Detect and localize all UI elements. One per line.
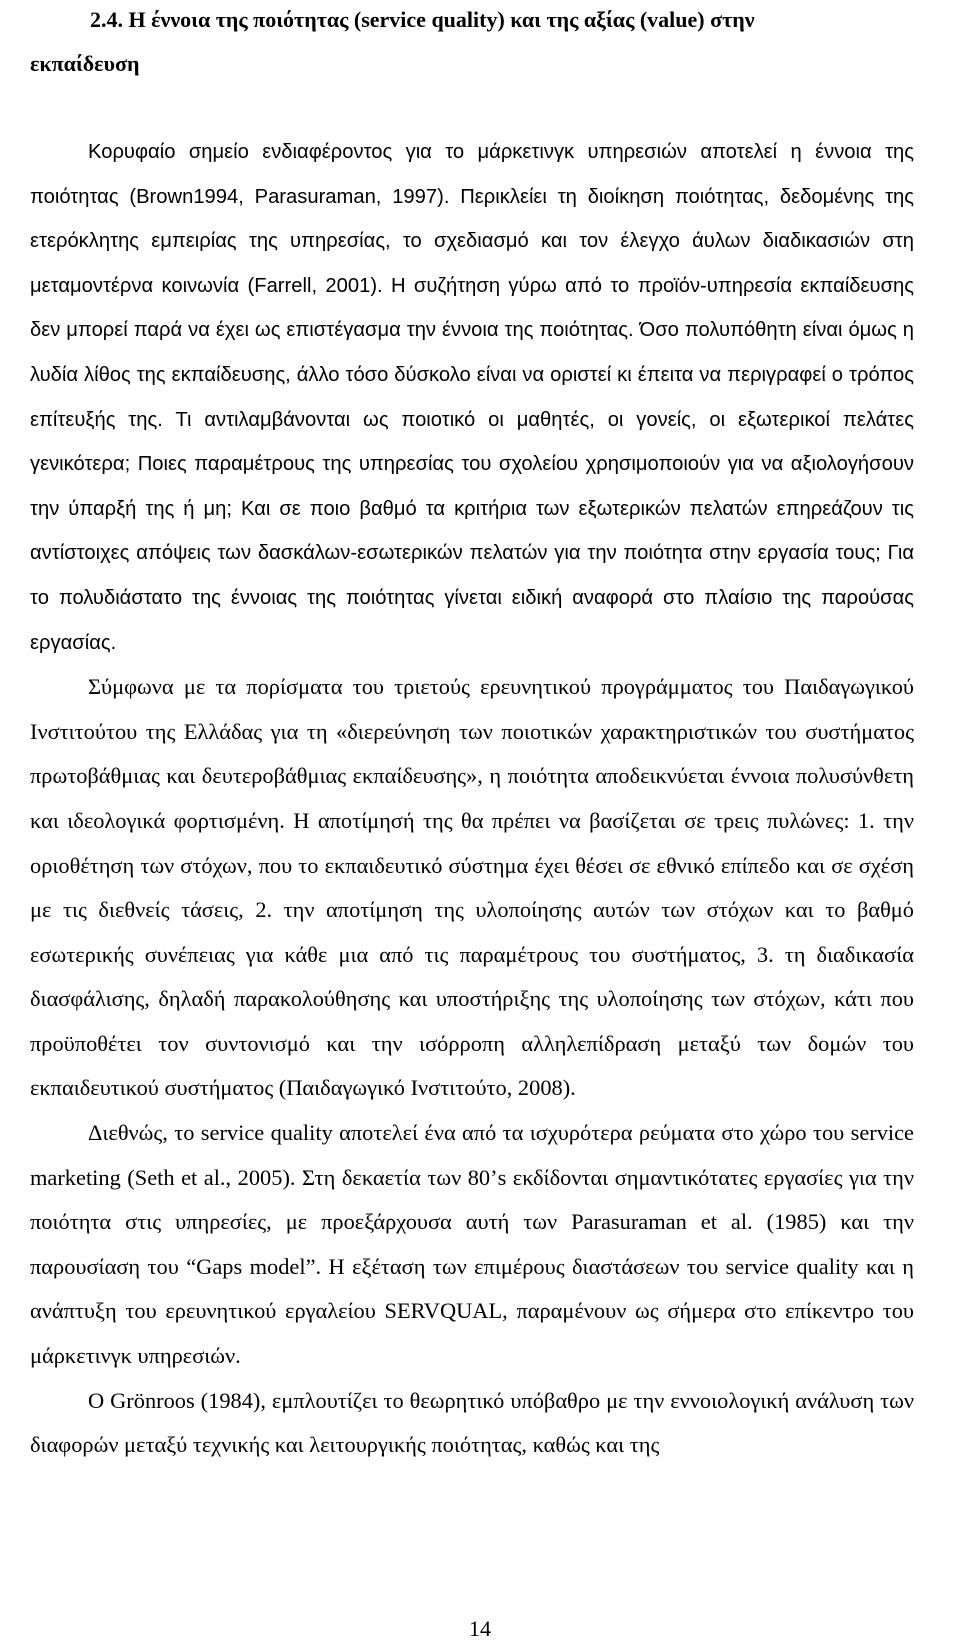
section-heading — [30, 0, 914, 86]
paragraph-4: Ο Grönroos (1984), εμπλουτίζει το θεωρητικό υπόβαθρο με την εννοιολογική ανάλυση των διαφορών μεταξύ τεχνικής και λειτουργικής ποιότητας, καθώς και της — [30, 1387, 914, 1458]
paragraph-3: Διεθνώς, το service quality αποτελεί ένα από τα ισχυρότερα ρεύματα στο χώρο του service marketing (Seth et al., 2005). Στη δεκαετία των 80’s εκδίδονται σημαντικότατες εργασίες για την ποιότητα στις υπηρεσίες, με προεξάρχουσα αυτή των Parasuraman et al. (1985) και την παρουσίαση του “Gaps model”. Η εξέταση των επιμέρους διαστάσεων του service quality και η ανάπτυξη του ερευνητικού εργαλείου SERVQUAL, παραμένουν ως σήμερα στο επίκεντρο του μάρκετινγκ υπηρεσιών. — [30, 1120, 914, 1369]
paragraph-1: Κορυφαίο σημείο ενδιαφέροντος για το μάρκετινγκ υπηρεσιών αποτελεί η έννοια της ποιότητας (Brown1994, Parasuraman, 1997). Περικλείει τη διοίκηση ποιότητας, δεδομένης της ετερόκλητης εμπειρίας της υπηρεσίας, το σχεδιασμό και τον έλεγχο άυλων διαδικασιών στη μεταμοντέρνα κοινωνία (Farrell, 2001). Η συζήτηση γύρω από το προϊόν-υπηρεσία εκπαίδευσης δεν μπορεί παρά να έχει ως επιστέγασμα την έννοια της ποιότητας. Όσο πολυπόθητη είναι όμως η λυδία λίθος της εκπαίδευσης, άλλο τόσο δύσκολο είναι να οριστεί κι έπειτα να περιγραφεί ο τρόπος επίτευξής της. Τι αντιλαμβάνονται ως ποιοτικό οι μαθητές, οι γονείς, οι εξωτερικοί πελάτες γενικότερα; Ποιες παραμέτρους της υπηρεσίας του σχολείου χρησιμοποιούν για να αξιολογήσουν την ύπαρξή της ή μη; Και σε ποιο βαθμό τα κριτήρια των εξωτερικών πελατών επηρεάζουν τις αντίστοιχες απόψεις των δασκάλων-εσωτερικών πελατών για την ποιότητα στην εργασία τους; Για το πολυδιάστατο της έννοιας της ποιότητας γίνεται ειδική αναφορά στο πλαίσιο της παρούσας εργασίας. — [30, 141, 914, 654]
section-title-line2: εκπαίδευση — [30, 51, 140, 76]
page-number: 14 — [469, 1616, 491, 1641]
section-title — [30, 0, 914, 86]
section-title-line1: Η έννοια της ποιότητας (service quality) και της αξίας (value) στην — [128, 7, 755, 32]
section-number: 2.4. — [90, 7, 123, 32]
paragraph-2: Σύμφωνα με τα πορίσματα του τριετούς ερευνητικού προγράμματος του Παιδαγωγικού Ινστιτούτου της Ελλάδας για τη «διερεύνηση των ποιοτικών χαρακτηριστικών του συστήματος πρωτοβάθμιας και δευτεροβάθμιας εκπαίδευσης», η ποιότητα αποδεικνύεται έννοια πολυσύνθετη και ιδεολογικά φορτισμένη. Η αποτίμησή της θα πρέπει να βασίζεται σε τρεις πυλώνες: 1. την οριοθέτηση των στόχων, που το εκπαιδευτικό σύστημα έχει θέσει σε εθνικό επίπεδο και σε σχέση με τις διεθνείς τάσεις, 2. την αποτίμηση της υλοποίησης αυτών των στόχων και το βαθμό εσωτερικής συνέπειας για κάθε μια από τις παραμέτρους του συστήματος, 3. τη διαδικασία διασφάλισης, δηλαδή παρακολούθησης και υποστήριξης της υλοποίησης των στόχων, κάτι που προϋποθέτει τον συντονισμό και την ισόρροπη αλληλεπίδραση μεταξύ των δομών του εκπαιδευτικού συστήματος (Παιδαγωγικό Ινστιτούτο, 2008). — [30, 674, 914, 1101]
spacer — [30, 86, 914, 130]
